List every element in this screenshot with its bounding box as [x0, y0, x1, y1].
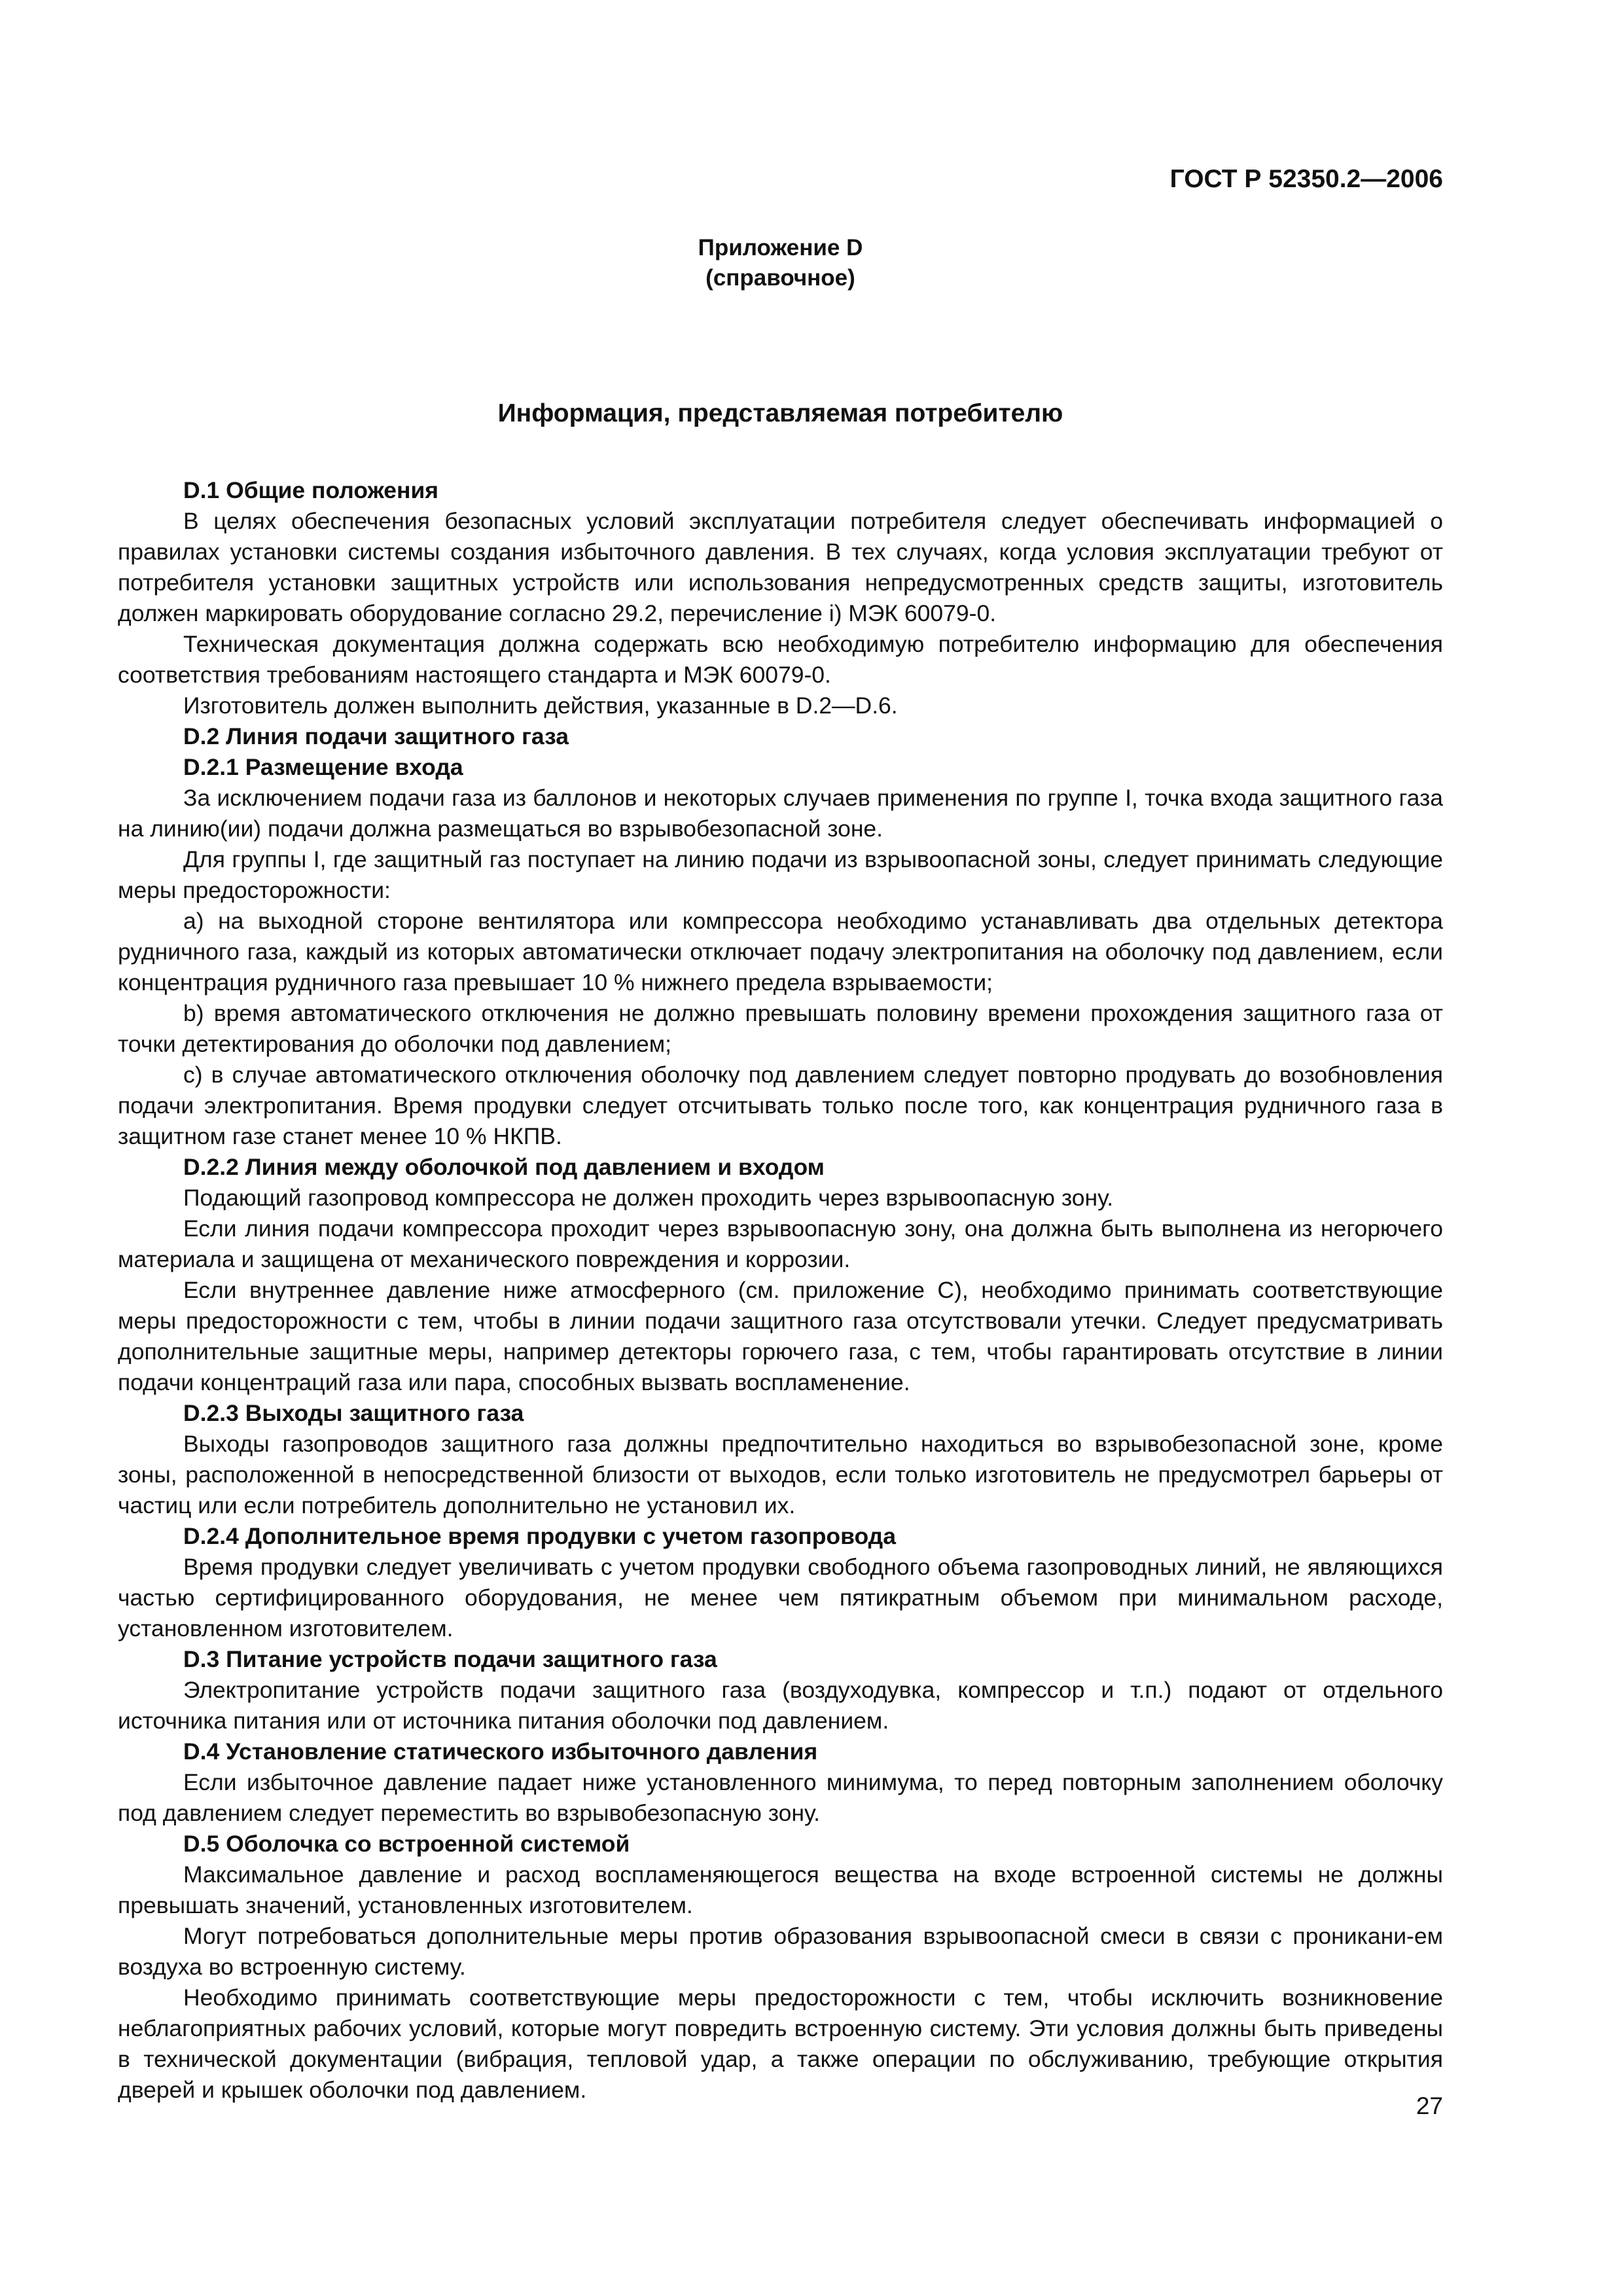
section-d3 — [118, 1644, 1443, 1736]
section-d5 — [118, 1829, 1443, 2106]
paragraph: Необходимо принимать соответствующие меры предосторожности с тем, чтобы исключить возникновение неблагоприятных рабочих условий, которые могут повредить встроенную систему. Эти условия должны быть приведены в технической документации (вибрация, тепловой удар, а также операции по обслуживанию, требующие открытия дверей и крышек оболочки под давлением. — [118, 1984, 1443, 2103]
paragraph: Выходы газопроводов защитного газа должны предпочтительно находиться во взрывобезопасной зоне, кроме зоны, расположенной в непосредственной близости от выходов, если только изготовитель не предусмотрел барьеры от частиц или если потребитель дополнительно не установил их. — [118, 1431, 1443, 1518]
page-number: 27 — [1416, 2092, 1443, 2119]
section-d2-4 — [118, 1521, 1443, 1644]
section-heading: D.1 Общие положения — [183, 477, 438, 503]
annex-title: Информация, представляемая потребителю — [497, 399, 1063, 427]
paragraph: Могут потребоваться дополнительные меры против образования взрывоопасной смеси в связи с проникани-ем воздуха во встроенную систему. — [118, 1923, 1443, 1980]
paragraph: В целях обеспечения безопасных условий эксплуатации потребителя следует обеспечивать информацией о правилах установки системы создания избыточного давления. В тех случаях, когда условия эксплуатации требуют от потребителя установки защитных устройств или использования непредусмотренных средств защиты, изготовитель должен маркировать оборудование согласно 29.2, перечисление i) МЭК 60079-0. — [118, 508, 1443, 626]
section-heading: D.2 Линия подачи защитного газа — [183, 723, 569, 749]
paragraph: За исключением подачи газа из баллонов и некоторых случаев применения по группе I, точка входа защитного газа на линию(ии) подачи должна размещаться во взрывобезопасной зоне. — [118, 785, 1443, 842]
section-heading: D.3 Питание устройств подачи защитного газа — [183, 1646, 717, 1672]
paragraph: Электропитание устройств подачи защитного газа (воздуходувка, компрессор и т.п.) подают от отдельного источника питания или от источника питания оболочки под давлением. — [118, 1677, 1443, 1734]
list-item-b: b) время автоматического отключения не должно превышать половину времени прохождения защитного газа от точки детектирования до оболочки под давлением; — [118, 1000, 1443, 1057]
section-heading: D.2.2 Линия между оболочкой под давлением и входом — [183, 1154, 825, 1180]
section-heading: D.2.1 Размещение входа — [183, 754, 463, 780]
paragraph: Подающий газопровод компрессора не должен проходить через взрывоопасную зону. — [183, 1185, 1114, 1211]
section-d2-1 — [118, 752, 1443, 1152]
list-item-a: a) на выходной стороне вентилятора или компрессора необходимо устанавливать два отдельных детектора рудничного газа, каждый из которых автоматически отключает подачу электропитания на оболочку под давлением, если концентрация рудничного газа превышает 10 % нижнего предела взрываемости; — [118, 908, 1443, 996]
paragraph: Техническая документация должна содержать всю необходимую потребителю информацию для обеспечения соответствия требованиям настоящего стандарта и МЭК 60079-0. — [118, 631, 1443, 688]
section-d2 — [118, 721, 1443, 752]
annex-label: Приложение D — [698, 235, 863, 260]
section-heading: D.2.4 Дополнительное время продувки с учетом газопровода — [183, 1523, 896, 1549]
paragraph: Максимальное давление и расход воспламеняющегося вещества на входе встроенной системы не должны превышать значений, установленных изготовителем. — [118, 1861, 1443, 1918]
paragraph: Если линия подачи компрессора проходит через взрывоопасную зону, она должна быть выполнена из негорючего материала и защищена от механического повреждения и коррозии. — [118, 1215, 1443, 1272]
section-d4 — [118, 1736, 1443, 1829]
paragraph: Время продувки следует увеличивать с учетом продувки свободного объема газопроводных линий, не являющихся частью сертифицированного оборудования, не менее чем пятикратным объемом при минимальном расходе, установленном изготовителем. — [118, 1554, 1443, 1641]
document-number: ГОСТ Р 52350.2—2006 — [1169, 165, 1443, 193]
section-heading: D.2.3 Выходы защитного газа — [183, 1400, 524, 1426]
section-d1 — [118, 475, 1443, 721]
list-item-c: c) в случае автоматического отключения оболочку под давлением следует повторно продувать до возобновления подачи электропитания. Время продувки следует отсчитывать только после того, как концентрация рудничного газа в защитном газе станет менее 10 % НКПВ. — [118, 1062, 1443, 1149]
section-heading: D.5 Оболочка со встроенной системой — [183, 1831, 630, 1857]
annex-status: (справочное) — [705, 265, 855, 291]
section-heading: D.4 Установление статического избыточного давления — [183, 1738, 818, 1765]
paragraph: Если внутреннее давление ниже атмосферного (см. приложение С), необходимо принимать соответствующие меры предосторожности с тем, чтобы в линии подачи защитного газа отсутствовали утечки. Следует предусматривать дополнительные защитные меры, например детекторы горючего газа, с тем, чтобы гарантировать отсутствие в линии подачи концентраций газа или пара, способных вызвать воспламенение. — [118, 1277, 1443, 1395]
paragraph: Если избыточное давление падает ниже установленного минимума, то перед повторным заполнением оболочку под давлением следует переместить во взрывобезопасную зону. — [118, 1769, 1443, 1826]
paragraph: Изготовитель должен выполнить действия, указанные в D.2—D.6. — [183, 692, 898, 719]
section-d2-3 — [118, 1398, 1443, 1521]
section-d2-2 — [118, 1152, 1443, 1398]
paragraph: Для группы I, где защитный газ поступает на линию подачи из взрывоопасной зоны, следует принимать следующие меры предосторожности: — [118, 846, 1443, 903]
